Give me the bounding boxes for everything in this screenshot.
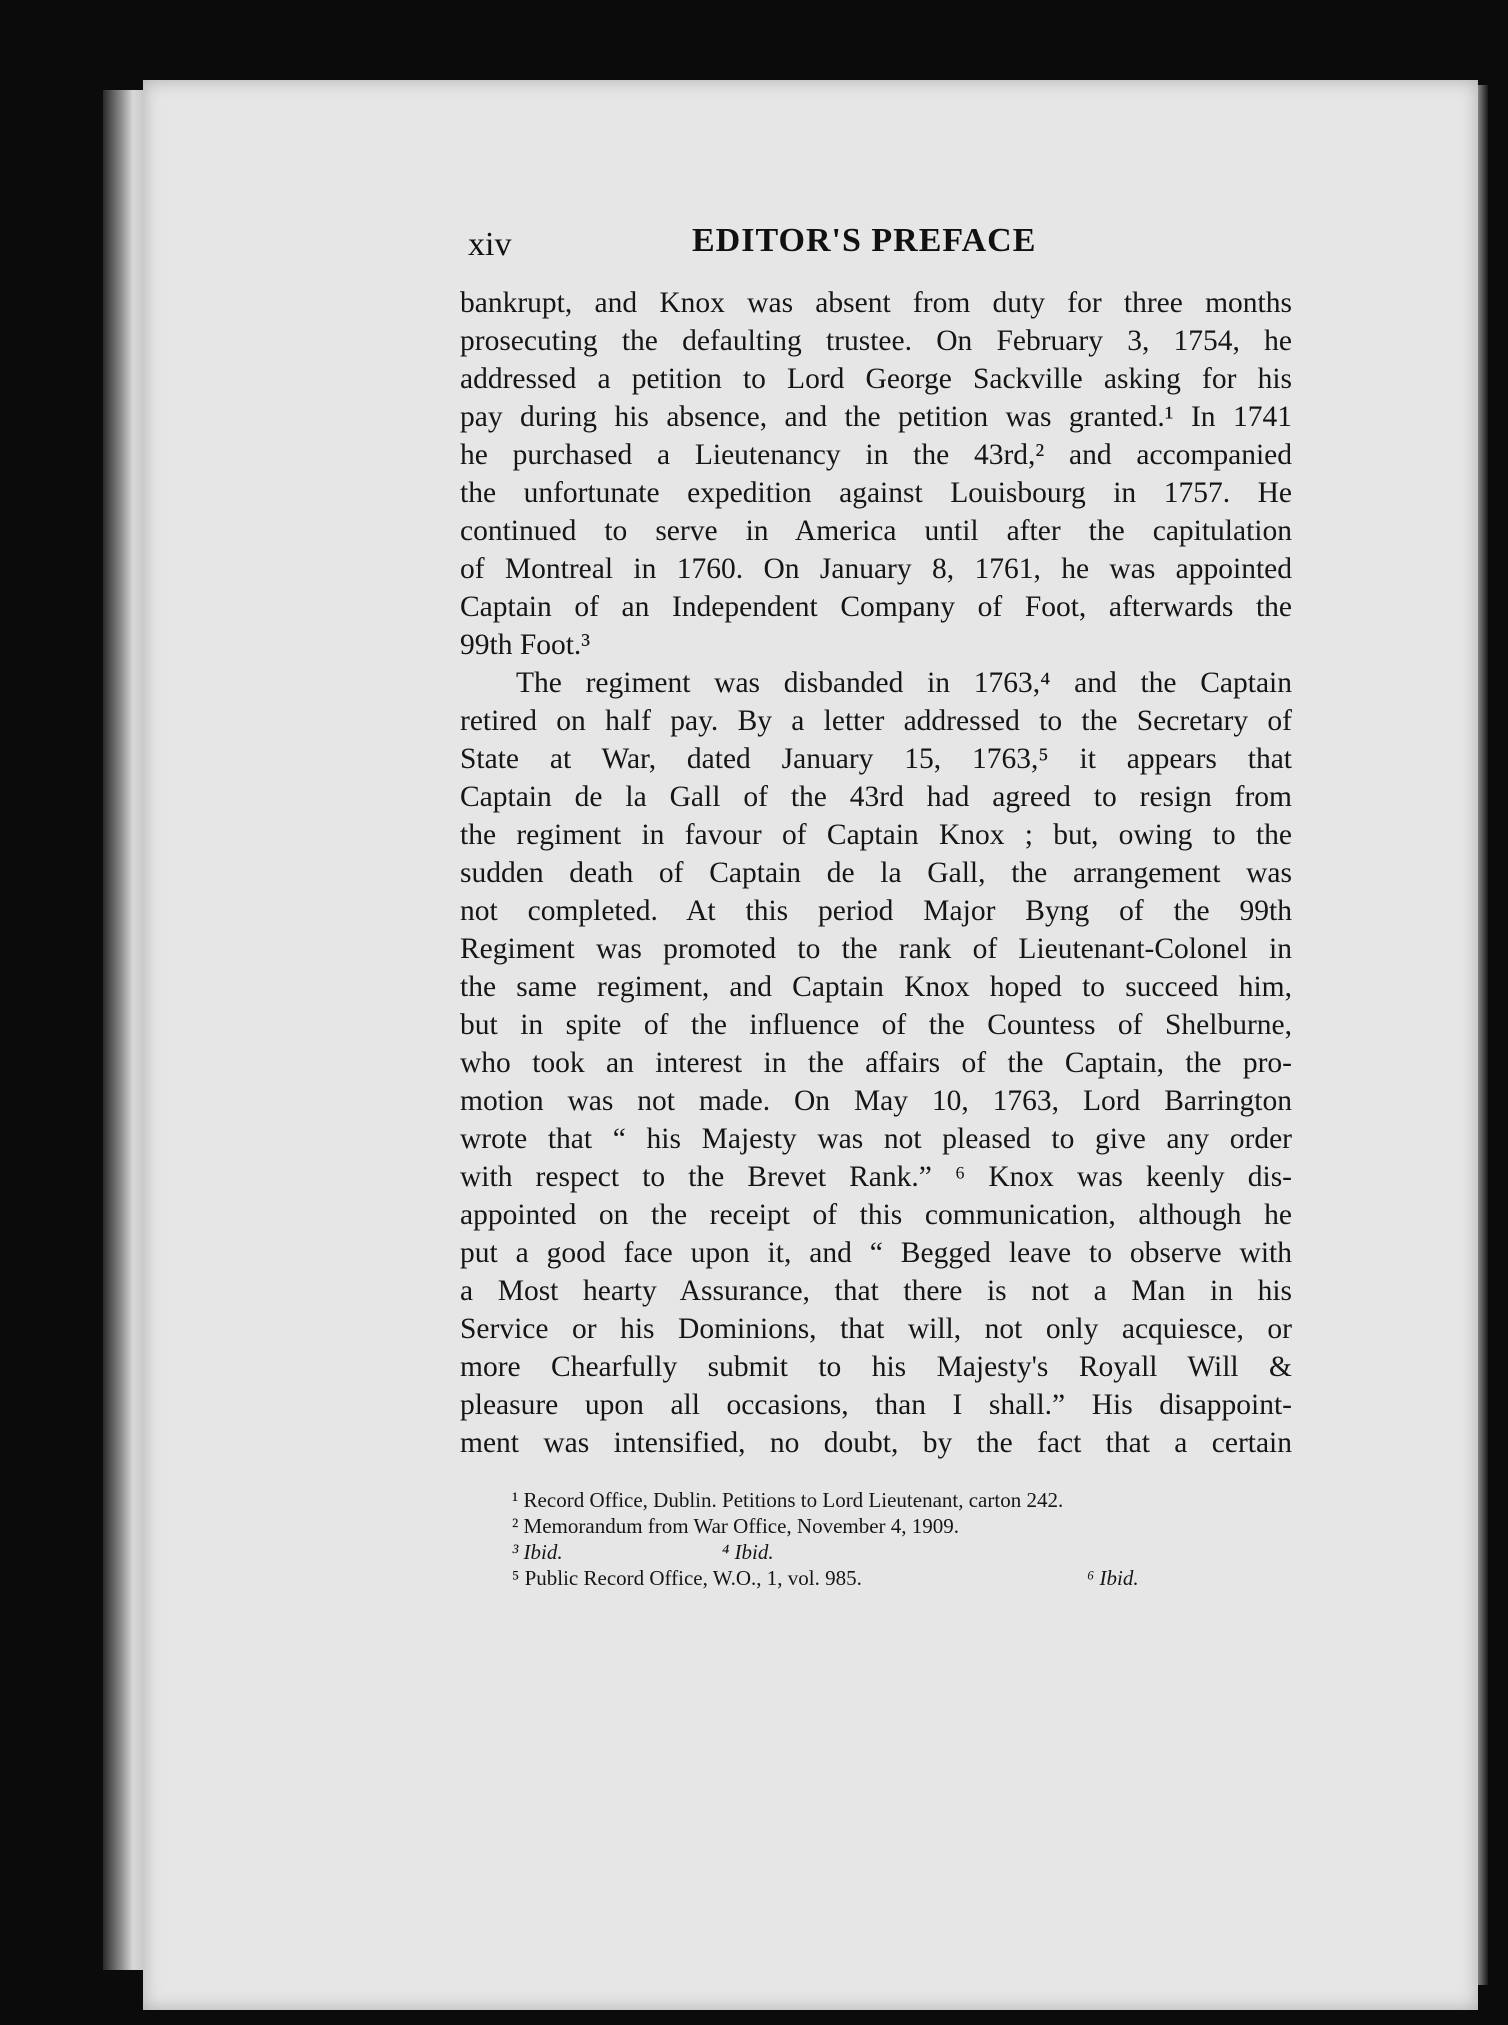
text-line: continued to serve in America until after the capitulation	[460, 515, 1292, 547]
text-line: appointed on the receipt of this communication, although he	[460, 1199, 1292, 1231]
text-line: ment was intensified, no doubt, by the fact that a certain	[460, 1427, 1292, 1459]
page-number: xiv	[468, 226, 512, 263]
footnote-4: ⁴ Ibid.	[722, 1540, 774, 1564]
footnote-6: ⁶ Ibid.	[1087, 1566, 1139, 1590]
footnote	[512, 1565, 1272, 1591]
text-line: a Most hearty Assurance, that there is not a Man in his	[460, 1275, 1292, 1307]
text-line: Captain de la Gall of the 43rd had agreed to resign from	[460, 781, 1292, 813]
text-line: bankrupt, and Knox was absent from duty for three months	[460, 287, 1292, 319]
text-line: The regiment was disbanded in 1763,⁴ and the Captain	[516, 667, 1292, 699]
text-line: prosecuting the defaulting trustee. On February 3, 1754, he	[460, 325, 1292, 357]
footnote	[512, 1487, 1272, 1513]
footnote	[512, 1513, 1272, 1539]
text-line: State at War, dated January 15, 1763,⁵ it appears that	[460, 743, 1292, 775]
text-line: retired on half pay. By a letter addressed to the Secretary of	[460, 705, 1292, 737]
body-text	[460, 284, 1292, 1462]
running-head: EDITOR'S PREFACE	[692, 222, 1037, 259]
text-line: addressed a petition to Lord George Sackville asking for his	[460, 363, 1292, 395]
text-line: of Montreal in 1760. On January 8, 1761, he was appointed	[460, 553, 1292, 585]
text-line: pleasure upon all occasions, than I shall.” His disappoint-	[460, 1389, 1292, 1421]
text-line: Regiment was promoted to the rank of Lieutenant-Colonel in	[460, 933, 1292, 965]
footnote-3: ³ Ibid.	[512, 1540, 563, 1564]
text-line: wrote that “ his Majesty was not pleased to give any order	[460, 1123, 1292, 1155]
text-line: 99th Foot.³	[460, 629, 591, 661]
text-line: the same regiment, and Captain Knox hoped to succeed him,	[460, 971, 1292, 1003]
text-line: sudden death of Captain de la Gall, the arrangement was	[460, 857, 1292, 889]
footnote	[512, 1539, 1272, 1565]
text-line: more Chearfully submit to his Majesty's Royall Will &	[460, 1351, 1292, 1383]
page-header	[468, 222, 1068, 270]
text-line: not completed. At this period Major Byng of the 99th	[460, 895, 1292, 927]
footnotes	[512, 1487, 1272, 1591]
text-line: who took an interest in the affairs of the Captain, the pro-	[460, 1047, 1292, 1079]
footnote-5: ⁵ Public Record Office, W.O., 1, vol. 985.	[512, 1566, 862, 1590]
text-line: he purchased a Lieutenancy in the 43rd,² and accompanied	[460, 439, 1292, 471]
text-line: motion was not made. On May 10, 1763, Lord Barrington	[460, 1085, 1292, 1117]
text-line: with respect to the Brevet Rank.” ⁶ Knox was keenly dis-	[460, 1161, 1292, 1193]
text-line: but in spite of the influence of the Countess of Shelburne,	[460, 1009, 1292, 1041]
text-line: the regiment in favour of Captain Knox ; but, owing to the	[460, 819, 1292, 851]
text-line: put a good face upon it, and “ Begged leave to observe with	[460, 1237, 1292, 1269]
text-line: the unfortunate expedition against Louisbourg in 1757. He	[460, 477, 1292, 509]
footnote-1: ¹ Record Office, Dublin. Petitions to Lord Lieutenant, carton 242.	[512, 1488, 1064, 1512]
text-line: pay during his absence, and the petition was granted.¹ In 1741	[460, 401, 1292, 433]
text-line: Captain of an Independent Company of Foot, afterwards the	[460, 591, 1292, 623]
footnote-2: ² Memorandum from War Office, November 4, 1909.	[512, 1514, 960, 1538]
text-line: Service or his Dominions, that will, not only acquiesce, or	[460, 1313, 1292, 1345]
